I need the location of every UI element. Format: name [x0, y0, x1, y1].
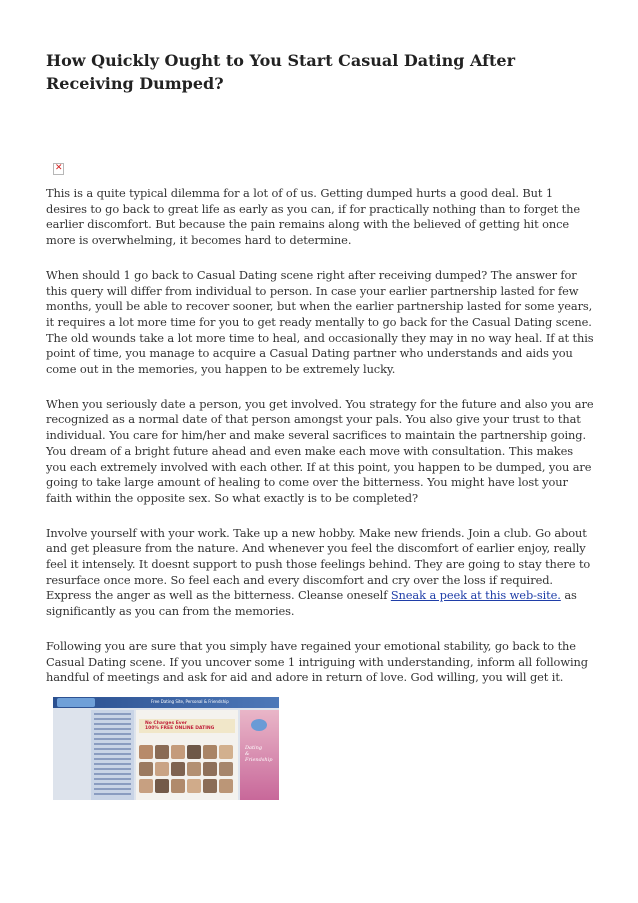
paragraph-3: When you seriously date a person, you get involved. You strategy for the future and also you are recognized as a normal date of that person amongst your pals. You also give your trust to that individual. You care for him/her and make several sacrifices to maintain the partnership going. You dream of a bright future ahead and even make each move with consultation. This makes you each extremely involved with each other. If at this point, you happen to be dumped, you are going to take large amount of healing to come over the bitterness. You might have lost your faith within the opposite sex. So what exactly is to be completed?	[46, 396, 594, 505]
screenshot-banner-line1: No Charges Ever	[145, 721, 187, 726]
dating-site-screenshot	[53, 697, 279, 800]
page-title: How Quickly Ought to You Start Casual Dating After Receiving Dumped?	[46, 51, 516, 93]
paragraph-4	[46, 526, 594, 620]
screenshot-side-text-1: Dating	[245, 745, 263, 751]
paragraph-2: When should 1 go back to Casual Dating scene right after receiving dumped? The answer for this query will differ from individual to person. In case your earlier partnership lasted for few months, youll be able to recover sooner, but when the earlier partnership lasted for some years, it requires a lot more time for you to get ready mentally to go back for the Casual Dating scene. The old wounds take a lot more time to heal, and occasionally they may in no way heal. If at this point of time, you manage to acquire a Casual Dating partner who understands and aids you come out in the memories, you happen to be extremely lucky.	[46, 267, 594, 377]
broken-image-placeholder	[53, 163, 64, 175]
screenshot-side-text-3: Friendship	[245, 757, 273, 763]
screenshot-logo	[57, 698, 95, 707]
screenshot-banner-line2: 100% FREE ONLINE DATING	[145, 726, 215, 731]
screenshot-tagline: Free Dating Site, Personal & Friendship	[151, 699, 229, 704]
sneak-peek-link[interactable]: Sneak a peek at this web-site.	[390, 588, 561, 603]
paragraph-1: This is a quite typical dilemma for a lot of of us. Getting dumped hurts a good deal. But 1 desires to go back to great life as early as you can, if for practically nothing than to forget the earlier discomfort. But because the pain remains along with the believed of getting hit once more is overwhelming, it becomes hard to determine.	[46, 186, 581, 248]
paragraph-4-before: Involve yourself with your work. Take up a new hobby. Make new friends. Join a club. Go about and get pleasure from the nature. And whenever you feel the discomfort of earlier enjoy, really feel it intensely. It doesnt support to push those feelings behind. They are going to stay there to resurface once more. So feel each and every discomfort and cry over the loss if required. Express the anger as well as the bitterness. Cleanse oneself	[46, 525, 591, 603]
screenshot-side-text-2: &	[245, 751, 250, 757]
screenshot-photo-grid	[139, 745, 235, 795]
paragraph-4-after: as significantly as you can from the memories.	[46, 588, 577, 619]
article-body	[46, 186, 594, 705]
screenshot-right-text	[245, 745, 272, 763]
screenshot-sidebar	[91, 710, 134, 800]
broken-image-icon: ✕	[55, 163, 63, 173]
paragraph-5: Following you are sure that you simply have regained your emotional stability, go back to the Casual Dating scene. If you uncover some 1 intriguing with understanding, inform all following handful of meetings and ask for aid and adore in return of love. God willing, you will get it.	[46, 638, 588, 685]
screenshot-badge	[251, 719, 267, 731]
